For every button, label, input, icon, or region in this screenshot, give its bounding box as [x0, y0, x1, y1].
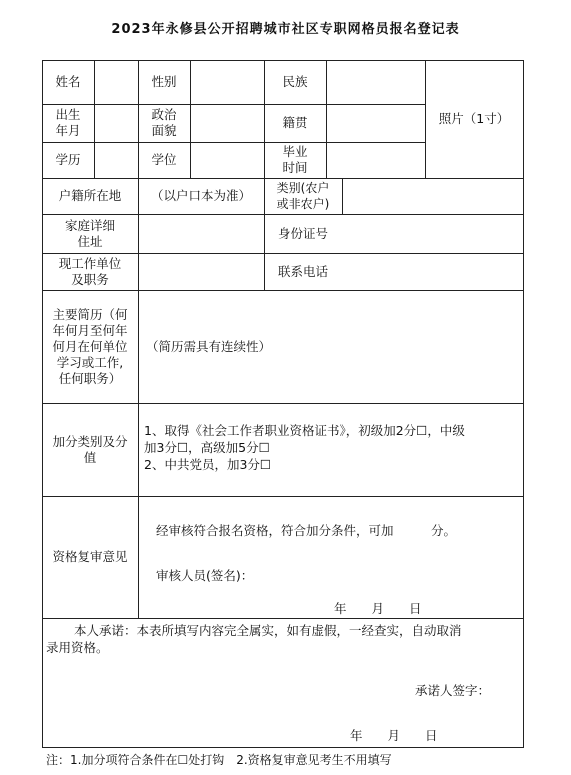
reviewer-signature-label: 审核人员(签名)： — [156, 568, 254, 583]
birth-date-value[interactable] — [94, 104, 138, 142]
bonus-item: 2、中共党员，加3分☐ — [144, 457, 272, 472]
review-label: 资格复审意见 — [52, 549, 128, 564]
resume-hint[interactable]: （简历需具有连续性） — [146, 338, 272, 354]
ethnicity-label: 民族 — [282, 74, 308, 89]
native-place-value[interactable] — [326, 104, 425, 142]
ethnicity-value[interactable] — [326, 60, 425, 104]
footnote: 注：1.加分项符合条件在☐处打钩 2.资格复审意见考生不用填写 — [46, 753, 392, 767]
education-label: 学历 — [55, 152, 81, 167]
household-type-label: 类别(农户 或非农户) — [276, 181, 330, 211]
native-place-label: 籍贯 — [282, 115, 308, 130]
bonus-item: 1、取得《社会工作者职业资格证书》，初级加2分☐，中级 — [144, 423, 465, 438]
review-date: 年 月 日 — [334, 601, 422, 616]
id-number-label: 身份证号 — [277, 225, 328, 241]
bonus-item: 加3分☐，高级加5分☐ — [144, 440, 270, 455]
degree-value[interactable] — [190, 142, 264, 178]
education-value[interactable] — [94, 142, 138, 178]
name-value[interactable] — [94, 60, 138, 104]
household-location-label: 户籍所在地 — [58, 188, 122, 203]
border-bottom — [42, 747, 524, 748]
phone-label: 联系电话 — [277, 263, 328, 279]
pledger-signature-label: 承诺人签字： — [415, 683, 491, 698]
border-right — [523, 60, 524, 748]
current-employer-value[interactable] — [138, 253, 264, 290]
phone-value[interactable] — [342, 253, 523, 290]
graduation-time-value[interactable] — [326, 142, 425, 178]
pledge-text: 本人承诺：本表所填写内容完全属实，如有虚假，一经查实，自动取消 — [74, 623, 462, 638]
pledge-date: 年 月 日 — [350, 728, 438, 743]
birth-date-label: 出生 年月 — [55, 107, 81, 138]
registration-form — [42, 60, 524, 748]
degree-label: 学位 — [151, 152, 177, 167]
household-type-value[interactable] — [342, 178, 523, 214]
political-status-value[interactable] — [190, 104, 264, 142]
resume-label: 主要简历（何 年何月至何年 何月在何单位 学习或工作, 任何职务） — [52, 306, 128, 386]
home-address-label: 家庭详细 住址 — [64, 217, 115, 249]
review-statement: 经审核符合报名资格，符合加分条件，可加 分。 — [156, 523, 457, 538]
household-location-hint[interactable]: （以户口本为准） — [150, 188, 251, 203]
form-title: 2023年永修县公开招聘城市社区专职网格员报名登记表 — [111, 22, 460, 37]
name-label: 姓名 — [55, 74, 81, 89]
home-address-value[interactable] — [138, 214, 264, 253]
current-employer-label: 现工作单位 及职务 — [58, 255, 122, 287]
gender-value[interactable] — [190, 60, 264, 104]
photo-box[interactable]: 照片（1寸） — [438, 111, 510, 126]
id-number-value[interactable] — [342, 214, 523, 253]
row-line — [42, 618, 524, 619]
bonus-label: 加分类别及分 值 — [52, 433, 128, 465]
pledge-text-cont: 录用资格。 — [46, 640, 109, 655]
gender-label: 性别 — [151, 74, 177, 89]
graduation-time-label: 毕业 时间 — [282, 144, 308, 175]
political-status-label: 政治 面貌 — [151, 107, 177, 138]
